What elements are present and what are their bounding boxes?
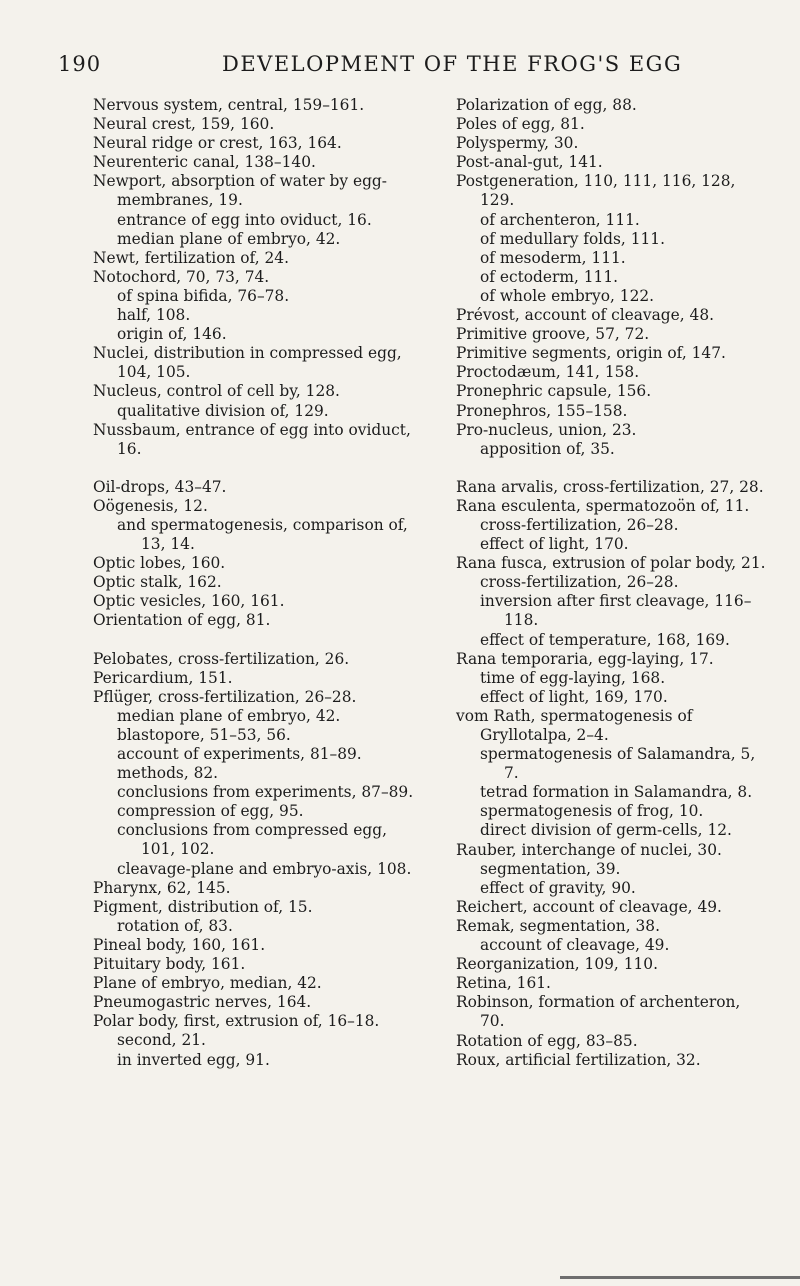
index-entry: Polyspermy, 30. — [456, 134, 579, 153]
index-entry: Nervous system, central, 159–161. — [93, 96, 365, 114]
index-entry: Neurenteric canal, 138–140. — [93, 153, 316, 172]
index-entry: Roux, artificial fertilization, 32. — [456, 1050, 701, 1069]
index-subentry: of whole embryo, 122. — [480, 286, 655, 305]
index-entry: Pituitary body, 161. — [93, 955, 246, 974]
index-entry: Pflüger, cross-fertilization, 26–28. — [93, 687, 357, 706]
index-entry: Post-anal-gut, 141. — [456, 153, 603, 172]
index-entry: Neural crest, 159, 160. — [93, 115, 275, 134]
index-entry: Primitive segments, origin of, 147. — [456, 344, 726, 363]
index-subentry: origin of, 146. — [117, 325, 227, 344]
index-entry: Reichert, account of cleavage, 49. — [456, 897, 722, 916]
index-subentry: effect of gravity, 90. — [480, 878, 636, 897]
index-entry: Newt, fertilization of, 24. — [93, 248, 289, 267]
index-subentry: of ectoderm, 111. — [480, 267, 618, 286]
index-entry: Optic lobes, 160. — [93, 554, 226, 573]
index-entry: Rauber, interchange of nuclei, 30. — [456, 840, 722, 859]
index-entry: Optic stalk, 162. — [93, 573, 222, 592]
index-entry: Poles of egg, 81. — [456, 115, 585, 134]
index-entry: Pineal body, 160, 161. — [93, 935, 266, 954]
index-entry: Pronephric capsule, 156. — [456, 382, 652, 401]
index-entry: Postgeneration, 110, 111, 116, 128, 129. — [456, 172, 736, 210]
bottom-edge-rule — [560, 1276, 800, 1279]
index-entry: Retina, 161. — [456, 974, 551, 993]
index-entry: Reorganization, 109, 110. — [456, 955, 658, 974]
index-entry: Rana temporaria, egg-laying, 17. — [456, 649, 714, 668]
page-header — [0, 52, 800, 82]
index-subentry: of spina bifida, 76–78. — [117, 286, 290, 305]
index-entry: Nussbaum, entrance of egg into oviduct, 16. — [93, 420, 411, 458]
index-subentry: conclusions from compressed egg, 101, 102. — [117, 821, 387, 859]
letter-group-gap — [93, 459, 423, 478]
index-subentry: tetrad formation in Salamandra, 8. — [480, 783, 753, 802]
index-entry: Plane of embryo, median, 42. — [93, 974, 322, 993]
index-subentry: entrance of egg into oviduct, 16. — [117, 210, 372, 229]
index-subentry: second, 21. — [117, 1031, 206, 1050]
index-entry: Primitive groove, 57, 72. — [456, 325, 650, 344]
index-subentry: median plane of embryo, 42. — [117, 229, 341, 248]
index-subentry: apposition of, 35. — [480, 439, 615, 458]
index-entry: Prévost, account of cleavage, 48. — [456, 306, 715, 325]
index-subentry: effect of light, 170. — [480, 535, 629, 554]
index-entry: Pneumogastric nerves, 164. — [93, 993, 312, 1012]
index-subentry: spermatogenesis of Salamandra, 5, 7. — [480, 745, 756, 783]
index-entry: Oögenesis, 12. — [93, 496, 208, 515]
index-entry: Rotation of egg, 83–85. — [456, 1031, 638, 1050]
index-subentry: spermatogenesis of frog, 10. — [480, 802, 704, 821]
index-subentry: time of egg-laying, 168. — [480, 668, 666, 687]
index-subentry: blastopore, 51–53, 56. — [117, 725, 291, 744]
index-column-right — [456, 96, 766, 1070]
index-entry: Orientation of egg, 81. — [93, 611, 271, 630]
index-entry: Pro-nucleus, union, 23. — [456, 420, 637, 439]
index-subentry: rotation of, 83. — [117, 916, 233, 935]
index-entry: Nucleus, control of cell by, 128. — [93, 382, 340, 401]
index-entry: Oil-drops, 43–47. — [93, 477, 227, 496]
index-entry: Pronephros, 155–158. — [456, 401, 628, 420]
index-subentry: methods, 82. — [117, 764, 219, 783]
index-entry: Remak, segmentation, 38. — [456, 916, 660, 935]
index-entry: Neural ridge or crest, 163, 164. — [93, 134, 342, 153]
index-entry: Polarization of egg, 88. — [456, 96, 637, 114]
index-entry: Rana arvalis, cross-fertilization, 27, 28. — [456, 477, 764, 496]
index-entry: Pericardium, 151. — [93, 668, 233, 687]
index-subentry: segmentation, 39. — [480, 859, 621, 878]
index-entry: Pigment, distribution of, 15. — [93, 897, 313, 916]
index-subentry: and spermatogenesis, comparison of, 13, 14. — [117, 515, 408, 554]
index-subentry: in inverted egg, 91. — [117, 1050, 270, 1069]
index-entry: Optic vesicles, 160, 161. — [93, 592, 285, 611]
index-subentry: effect of light, 169, 170. — [480, 687, 668, 706]
index-subentry: inversion after first cleavage, 116–118. — [480, 592, 752, 630]
index-entry: vom Rath, spermatogenesis of Gryllotalpa, 2–4. — [456, 706, 693, 744]
index-subentry: direct division of germ-cells, 12. — [480, 821, 732, 840]
index-entry: Polar body, first, extrusion of, 16–18. — [93, 1012, 380, 1031]
index-subentry: cleavage-plane and embryo-axis, 108. — [117, 859, 412, 878]
index-subentry: of archenteron, 111. — [480, 210, 640, 229]
index-subentry: account of experiments, 81–89. — [117, 745, 362, 763]
index-subentry: compression of egg, 95. — [117, 802, 304, 821]
index-subentry: conclusions from experiments, 87–89. — [117, 783, 414, 802]
index-subentry: half, 108. — [117, 306, 191, 325]
letter-group-gap — [456, 459, 766, 478]
index-entry: Robinson, formation of archenteron, 70. — [456, 993, 741, 1031]
running-head: DEVELOPMENT OF THE FROG'S EGG — [222, 52, 683, 76]
index-subentry: cross-fertilization, 26–28. — [480, 573, 679, 592]
index-column-left — [93, 96, 423, 1070]
index-entry: Proctodæum, 141, 158. — [456, 363, 640, 382]
index-entry: Rana esculenta, spermatozoön of, 11. — [456, 496, 750, 515]
index-subentry: of mesoderm, 111. — [480, 248, 626, 267]
index-subentry: cross-fertilization, 26–28. — [480, 515, 679, 534]
index-entry: Rana fusca, extrusion of polar body, 21. — [456, 554, 766, 573]
letter-group-gap — [93, 631, 423, 650]
index-entry: Notochord, 70, 73, 74. — [93, 267, 270, 286]
index-subentry: of medullary folds, 111. — [480, 229, 665, 248]
index-subentry: effect of temperature, 168, 169. — [480, 630, 730, 649]
index-subentry: qualitative division of, 129. — [117, 401, 329, 420]
index-entry: Pelobates, cross-fertilization, 26. — [93, 649, 350, 668]
index-entry: Nuclei, distribution in compressed egg, 104, 105. — [93, 344, 402, 382]
index-entry: Newport, absorption of water by egg-membranes, 19. — [93, 172, 387, 210]
index-subentry: account of cleavage, 49. — [480, 936, 670, 955]
index-subentry: median plane of embryo, 42. — [117, 706, 341, 725]
index-entry: Pharynx, 62, 145. — [93, 878, 231, 897]
page-number: 190 — [58, 52, 102, 76]
